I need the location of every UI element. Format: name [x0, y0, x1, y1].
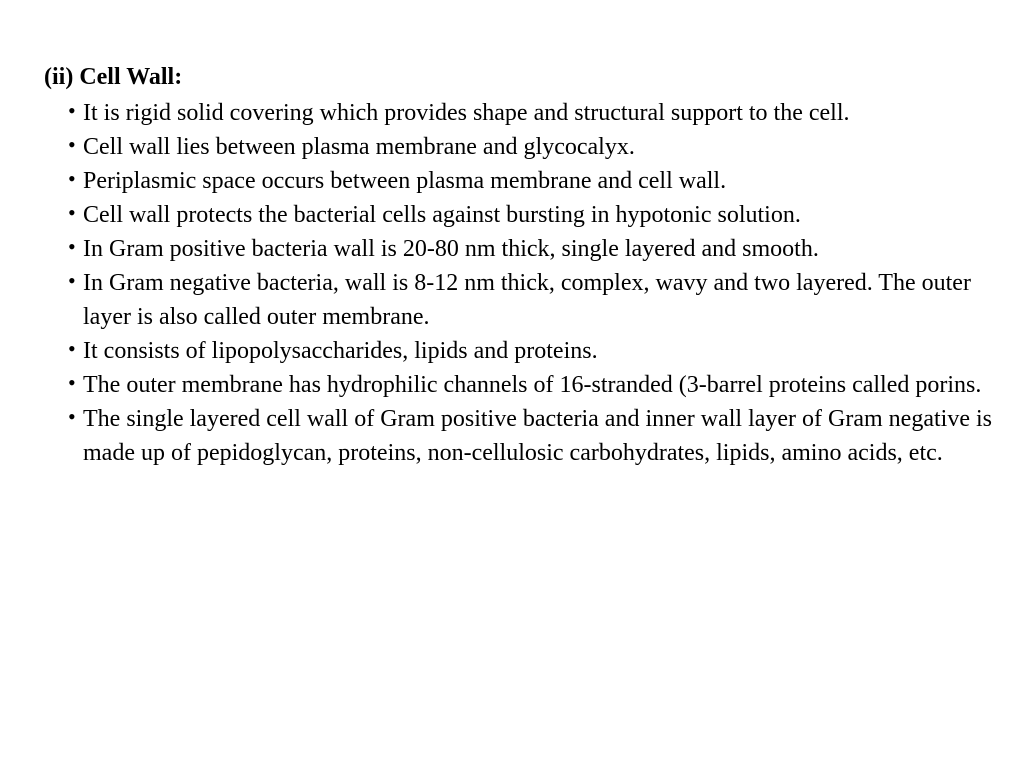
list-item [68, 368, 1008, 402]
bullet-icon: • [68, 234, 76, 259]
list-item [68, 164, 1008, 198]
bullet-text: Cell wall lies between plasma membrane and glycocalyx. [83, 134, 635, 160]
list-item [68, 402, 1008, 470]
bullet-icon: • [68, 200, 76, 225]
section-heading: (ii) Cell Wall: [44, 64, 183, 90]
bullet-icon: • [68, 404, 76, 429]
bullet-list [68, 96, 1008, 470]
bullet-text: In Gram positive bacteria wall is 20-80 nm thick, single layered and smooth. [83, 236, 819, 262]
list-item [68, 266, 1008, 334]
list-item [68, 198, 1008, 232]
bullet-text: Periplasmic space occurs between plasma membrane and cell wall. [83, 168, 727, 194]
list-item [68, 232, 1008, 266]
bullet-text: Cell wall protects the bacterial cells against bursting in hypotonic solution. [83, 202, 801, 228]
bullet-icon: • [68, 336, 76, 361]
bullet-icon: • [68, 268, 76, 293]
list-item [68, 334, 1008, 368]
bullet-text: It consists of lipopolysaccharides, lipids and proteins. [83, 338, 598, 364]
list-item [68, 130, 1008, 164]
bullet-icon: • [68, 370, 76, 395]
bullet-text: The single layered cell wall of Gram positive bacteria and inner wall layer of Gram negative is made up of pepidoglycan, proteins, non-cellulosic carbohydrates, lipids, amino acids, etc. [83, 406, 992, 466]
bullet-icon: • [68, 98, 76, 123]
bullet-text: In Gram negative bacteria, wall is 8-12 nm thick, complex, wavy and two layered. The outer layer is also called outer membrane. [83, 270, 971, 330]
list-item [68, 96, 1008, 130]
bullet-icon: • [68, 132, 76, 157]
bullet-icon: • [68, 166, 76, 191]
bullet-text: It is rigid solid covering which provides shape and structural support to the cell. [83, 100, 850, 126]
bullet-text: The outer membrane has hydrophilic channels of 16-stranded (3-barrel proteins called porins. [83, 372, 982, 398]
